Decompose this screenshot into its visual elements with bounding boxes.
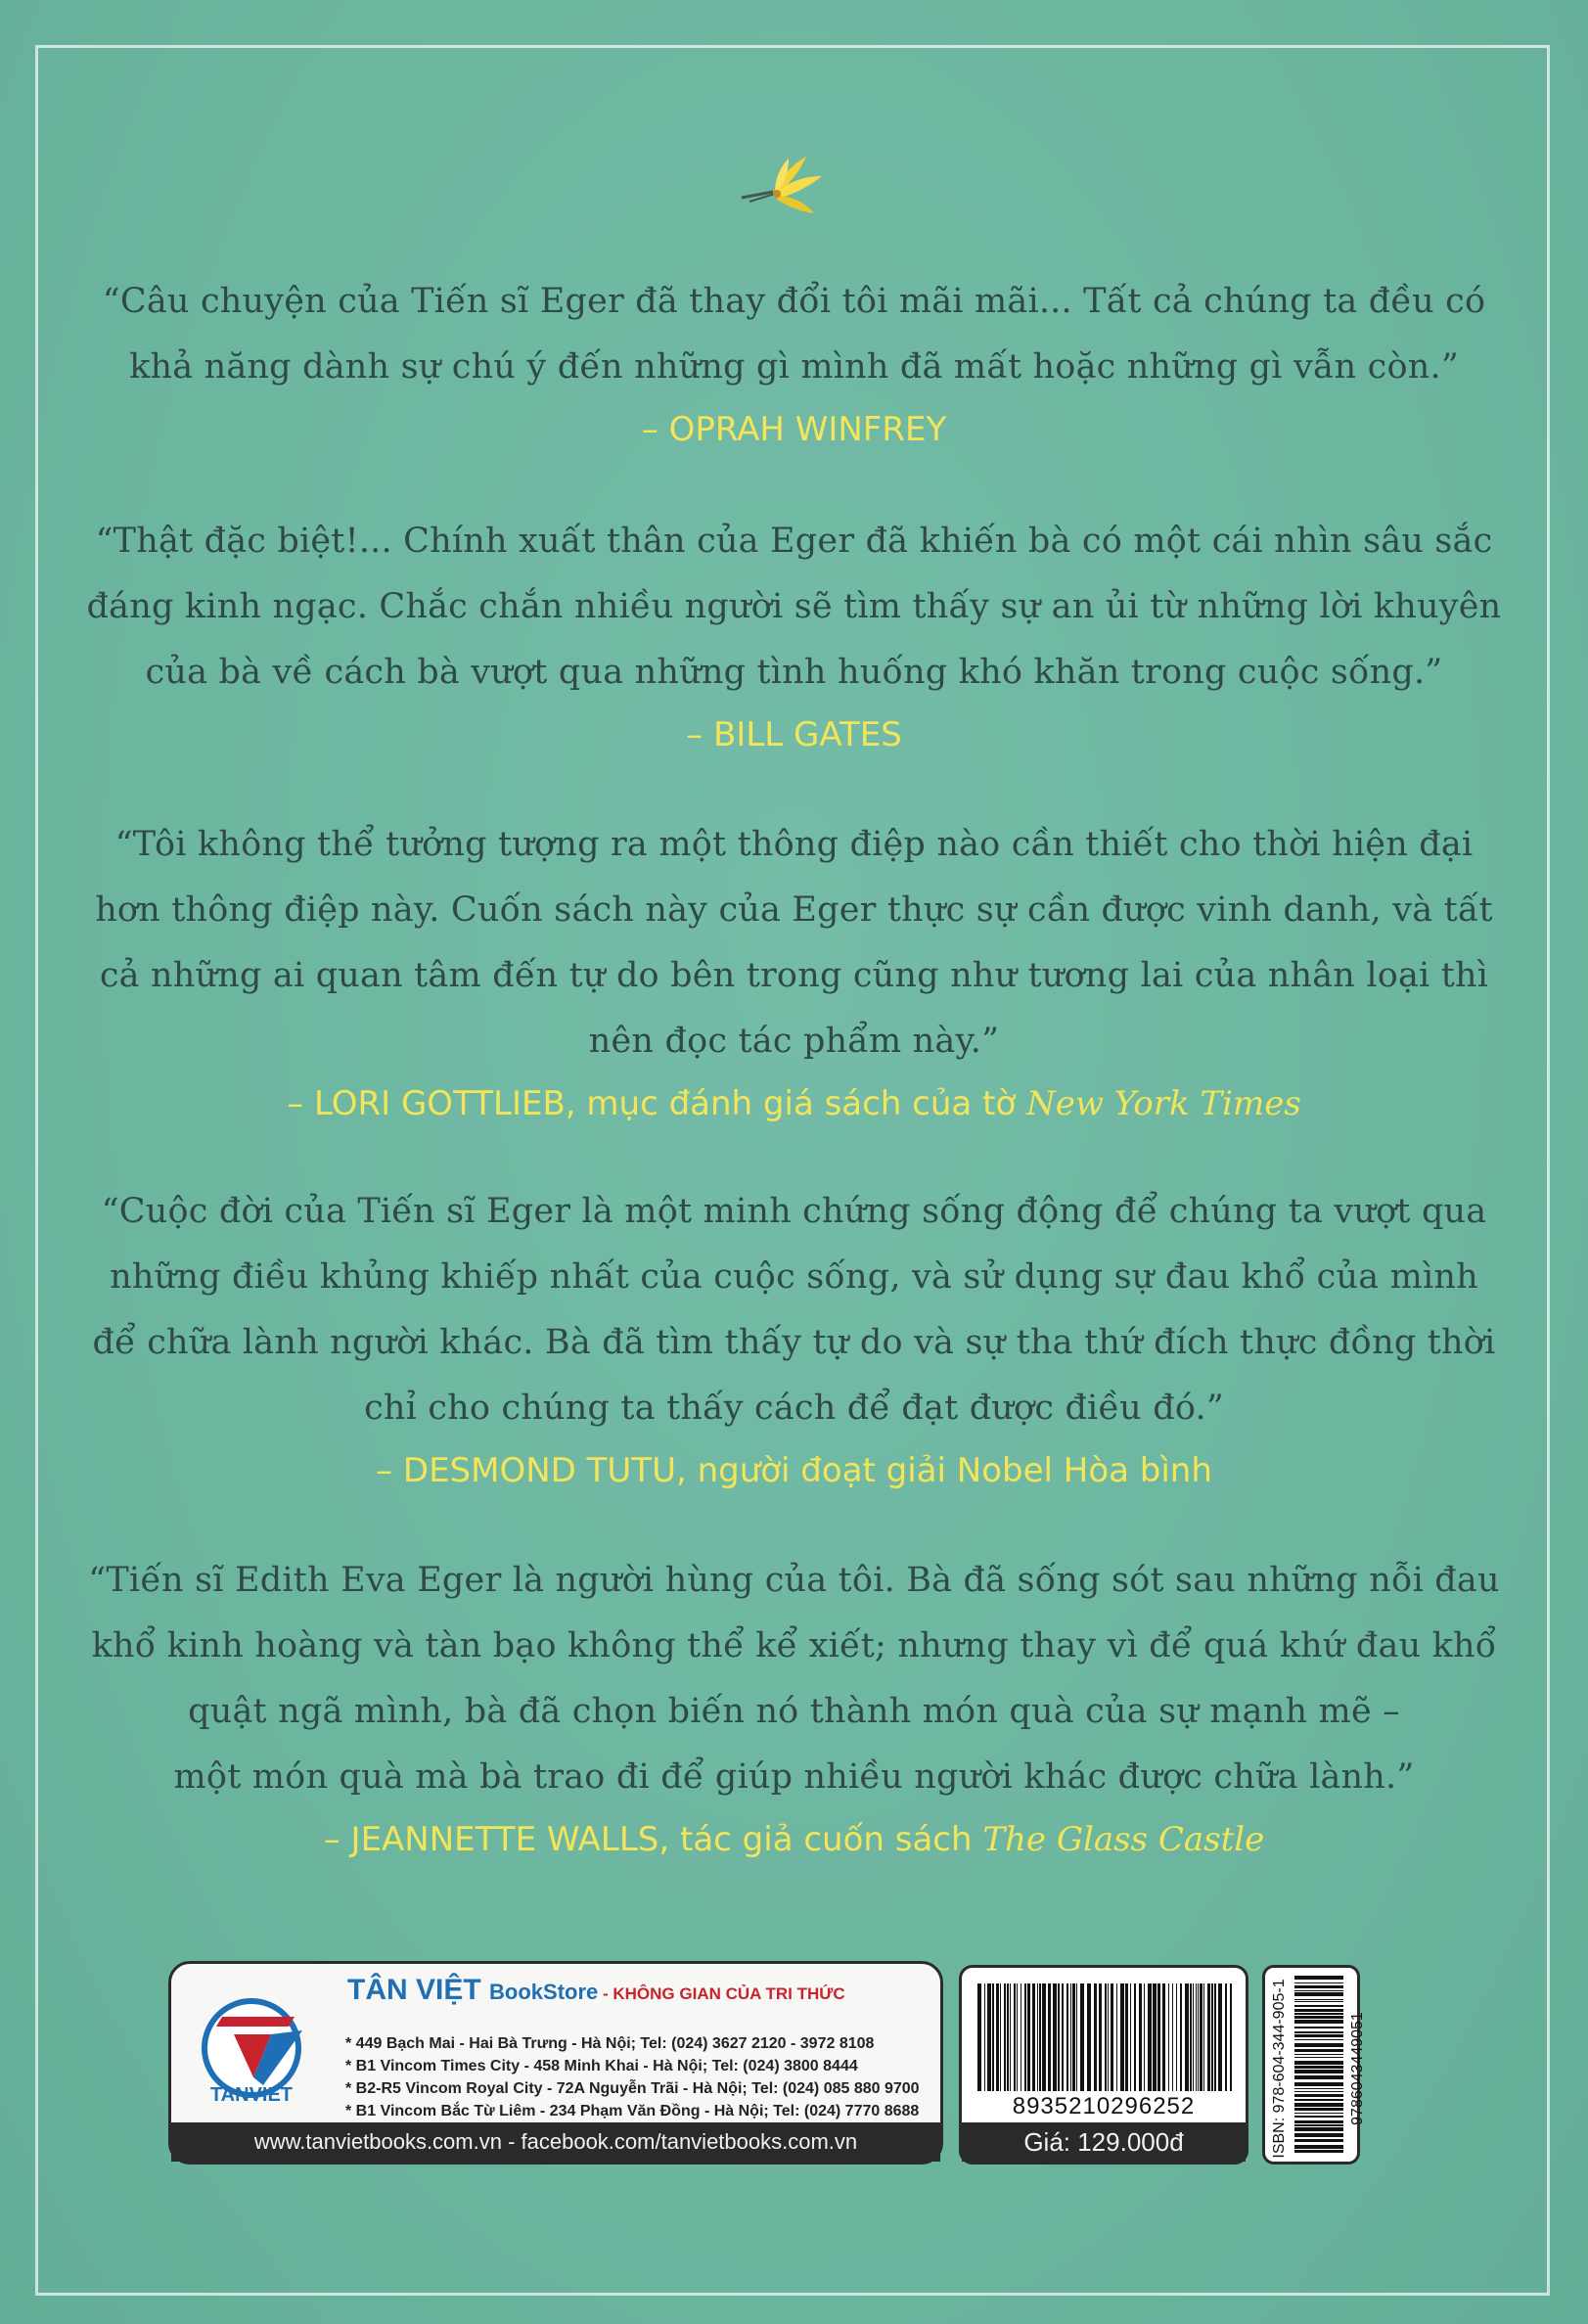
barcode-bar (1153, 1983, 1157, 2091)
barcode-bar (1294, 2043, 1343, 2047)
barcode-bar (1176, 1983, 1177, 2091)
barcode-bar (1125, 1983, 1128, 2091)
quote-line: một món quà mà bà trao đi để giúp nhiều người khác được chữa lành.” (173, 1757, 1415, 1797)
barcode-bar (1162, 1983, 1165, 2091)
barcode-bar (1225, 1983, 1227, 2091)
barcode-bar (1134, 1983, 1136, 2091)
store-address: * 449 Bạch Mai - Hai Bà Trưng - Hà Nội; Tel: (024) 3627 2120 - 3972 8108 (345, 2035, 875, 2052)
quote-text (0, 812, 1588, 1074)
barcode-bar (1099, 1983, 1102, 2091)
barcode-bar (987, 1983, 991, 2091)
store-title (347, 1974, 845, 2007)
barcode-box (959, 1965, 1248, 2165)
barcode-bar (1139, 1983, 1142, 2091)
store-name: TÂN VIỆT (347, 1974, 490, 2006)
barcode-bar (1116, 1983, 1117, 2091)
barcode-bar (1294, 2061, 1343, 2065)
attribution-author: – BILL GATES (686, 715, 902, 754)
publisher-store-box (168, 1961, 943, 2165)
barcode-bar (996, 1983, 999, 2091)
barcode-bar (1294, 1976, 1343, 1980)
barcode-bar (1108, 1983, 1109, 2091)
barcode-bar (1294, 1999, 1343, 2000)
attribution-note: mục đánh giá sách của tờ (575, 1084, 1027, 1123)
store-tagline: - KHÔNG GIAN CỦA TRI THỨC (598, 1984, 845, 2003)
price-label: Giá: 129.000đ (962, 2122, 1246, 2162)
barcode-bar (1190, 1983, 1192, 2091)
quote-line: quật ngã mình, bà đã chọn biến nó thành món quà của sự mạnh mẽ – (188, 1692, 1400, 1731)
barcode-bar (1087, 1983, 1091, 2091)
quote-block-5 (0, 1548, 1588, 1869)
barcode-bar (1294, 1990, 1343, 1991)
barcode-bar (1294, 2088, 1343, 2089)
barcode-bar (1080, 1983, 1084, 2091)
quote-line: của bà về cách bà vượt qua những tình huống khó khăn trong cuộc sống.” (145, 653, 1443, 692)
barcode-bar (1294, 2108, 1343, 2111)
quote-attribution (0, 400, 1588, 459)
isbn-barcode-icon (1294, 1976, 1343, 2158)
barcode-bar (1037, 1983, 1038, 2091)
isbn-number: 9786043449051 (1349, 2012, 1366, 2125)
quote-attribution (0, 1074, 1588, 1133)
barcode-number: 8935210296252 (1012, 2093, 1196, 2119)
barcode-bar (1004, 1983, 1006, 2091)
attribution-author: – JEANNETTE WALLS, (323, 1820, 670, 1859)
barcode-bar (1042, 1983, 1046, 2091)
barcode-bar (1294, 2133, 1343, 2137)
barcode-bar (1294, 2113, 1343, 2114)
barcode-bar (1294, 2075, 1343, 2079)
attribution-publication: New York Times (1026, 1084, 1301, 1123)
barcode-bar (1048, 1983, 1051, 2091)
quote-line: đáng kinh ngạc. Chắc chắn nhiều người sẽ tìm thấy sự an ủi từ những lời khuyên (86, 587, 1502, 626)
isbn-box (1262, 1965, 1366, 2165)
barcode-bar (1294, 2005, 1343, 2007)
barcode-bar (1294, 2127, 1343, 2131)
barcode-bar (984, 1983, 985, 2091)
quote-text (0, 269, 1588, 400)
barcode-bar (1007, 1983, 1009, 2091)
quote-line: khả năng dành sự chú ý đến những gì mình đã mất hoặc những gì vẫn còn.” (129, 347, 1459, 387)
barcode-bar (1200, 1983, 1202, 2091)
barcode-bar (1294, 2070, 1343, 2073)
barcode-bar (1294, 2139, 1343, 2142)
barcode-bar (1070, 1983, 1071, 2091)
barcode-bar (1294, 2082, 1343, 2086)
barcode-icon (977, 1983, 1236, 2091)
barcode-bar (1294, 2034, 1343, 2037)
quote-block-2 (0, 509, 1588, 764)
quote-block-4 (0, 1179, 1588, 1500)
isbn-label: ISBN: 978-604-344-905-1 (1271, 1979, 1288, 2159)
barcode-bar (1196, 1983, 1197, 2091)
barcode-bar (1294, 2039, 1343, 2040)
attribution-publication: The Glass Castle (982, 1820, 1265, 1859)
quote-attribution (0, 1441, 1588, 1500)
barcode-bar (1294, 2120, 1343, 2123)
barcode-bar (1157, 1983, 1160, 2091)
barcode-bar (1294, 2001, 1343, 2002)
barcode-bar (1230, 1983, 1232, 2091)
quote-text (0, 1548, 1588, 1810)
attribution-author: – OPRAH WINFREY (641, 410, 947, 449)
quote-line: “Thật đặc biệt!... Chính xuất thân của Eger đã khiến bà có một cái nhìn sâu sắc (95, 522, 1493, 561)
quote-line: “Tiến sĩ Edith Eva Eger là người hùng của tôi. Bà đã sống sót sau những nỗi đau (88, 1561, 1500, 1600)
barcode-bar (1168, 1983, 1169, 2091)
yellow-flower-icon (732, 137, 849, 225)
barcode-bar (1053, 1983, 1057, 2091)
barcode-bar (1094, 1983, 1097, 2091)
quote-attribution (0, 706, 1588, 764)
store-address: * B2-R5 Vincom Royal City - 72A Nguyễn Trãi - Hà Nội; Tel: (024) 085 880 9700 (345, 2080, 920, 2097)
quote-line: nên đọc tác phẩm này.” (588, 1022, 1000, 1061)
barcode-bar (1294, 1992, 1343, 1996)
barcode-bar (1062, 1983, 1064, 2091)
barcode-bar (1010, 1983, 1011, 2091)
quote-block-1 (0, 269, 1588, 459)
barcode-bar (1294, 2057, 1343, 2058)
quote-line: “Tôi không thể tưởng tượng ra một thông điệp nào cần thiết cho thời hiện đại (114, 825, 1474, 864)
quote-line: những điều khủng khiếp nhất của cuộc sống, và sử dụng sự đau khổ của mình (110, 1257, 1478, 1297)
barcode-bar (1214, 1983, 1216, 2091)
barcode-bar (1148, 1983, 1152, 2091)
store-address: * B1 Vincom Bắc Từ Liêm - 234 Phạm Văn Đồng - Hà Nội; Tel: (024) 7770 8688 (345, 2103, 920, 2119)
store-address-list (345, 2032, 920, 2122)
barcode-bar (1294, 2124, 1343, 2126)
attribution-note: tác giả cuốn sách (669, 1820, 983, 1859)
barcode-bar (1017, 1983, 1018, 2091)
quote-block-3 (0, 812, 1588, 1133)
barcode-bar (1294, 2031, 1343, 2033)
barcode-bar (1120, 1983, 1124, 2091)
barcode-bar (1294, 2016, 1343, 2019)
quote-attribution (0, 1810, 1588, 1869)
barcode-bar (1032, 1983, 1035, 2091)
barcode-bar (1039, 1983, 1041, 2091)
barcode-bar (1144, 1983, 1145, 2091)
barcode-bar (1066, 1983, 1068, 2091)
barcode-bar (1294, 2145, 1343, 2149)
barcode-bar (1180, 1983, 1182, 2091)
barcode-bar (1294, 2091, 1343, 2092)
barcode-bar (1105, 1983, 1107, 2091)
barcode-bar (1027, 1983, 1030, 2091)
barcode-bar (1294, 2049, 1343, 2052)
attribution-author: – LORI GOTTLIEB, (287, 1084, 576, 1123)
barcode-bar (1058, 1983, 1060, 2091)
quote-line: “Câu chuyện của Tiến sĩ Eger đã thay đổi tôi mãi mãi... Tất cả chúng ta đều có (102, 282, 1486, 321)
barcode-bar (1076, 1983, 1077, 2091)
quote-text (0, 509, 1588, 706)
barcode-bar (1111, 1983, 1113, 2091)
barcode-bar (1294, 1982, 1343, 1983)
barcode-bar (1294, 2027, 1343, 2028)
store-address: * B1 Vincom Times City - 458 Minh Khai - Hà Nội; Tel: (024) 3800 8444 (345, 2058, 858, 2074)
barcode-bar (1294, 2020, 1343, 2024)
barcode-bar (1294, 2013, 1343, 2015)
barcode-bar (1024, 1983, 1026, 2091)
quote-text (0, 1179, 1588, 1441)
quote-line: khổ kinh hoàng và tàn bạo không thể kể xiết; nhưng thay vì để quá khứ đau khổ (91, 1626, 1497, 1665)
barcode-bar (1172, 1983, 1173, 2091)
tanviet-logo-icon (195, 1987, 322, 2105)
attribution-author: – DESMOND TUTU, (376, 1451, 687, 1490)
barcode-bar (1294, 2150, 1343, 2153)
logo-text: TANVIET (209, 2084, 294, 2106)
barcode-bar (1294, 2054, 1343, 2055)
store-website-footer: www.tanvietbooks.com.vn - facebook.com/tanvietbooks.com.vn (171, 2122, 940, 2162)
attribution-note: người đoạt giải Nobel Hòa bình (686, 1451, 1212, 1490)
quote-line: chỉ cho chúng ta thấy cách để đạt được điều đó.” (364, 1389, 1224, 1428)
quote-line: để chữa lành người khác. Bà đã tìm thấy tự do và sự tha thứ đích thực đồng thời (92, 1323, 1496, 1362)
barcode-bar (1294, 2099, 1343, 2101)
barcode-bar (1185, 1983, 1189, 2091)
barcode-bar (1294, 1985, 1343, 1988)
store-name-suffix: BookStore (489, 1980, 599, 2004)
barcode-bar (1207, 1983, 1210, 2091)
barcode-bar (1218, 1983, 1222, 2091)
barcode-bar (1198, 1983, 1199, 2091)
barcode-bar (1072, 1983, 1075, 2091)
quote-line: hơn thông điệp này. Cuốn sách này của Eger thực sự cần được vinh danh, và tất (95, 890, 1493, 930)
barcode-bar (1193, 1983, 1194, 2091)
barcode-bar (1014, 1983, 1016, 2091)
barcode-bar (1211, 1983, 1213, 2091)
barcode-bar (1294, 2009, 1343, 2012)
barcode-bar (1294, 2103, 1343, 2107)
barcode-bar (1294, 2094, 1343, 2097)
barcode-bar (977, 1983, 981, 2091)
barcode-bar (1294, 2066, 1343, 2069)
quote-line: cả những ai quan tâm đến tự do bên trong cũng như tương lai của nhân loại thì (99, 956, 1489, 995)
barcode-bar (1203, 1983, 1204, 2091)
barcode-bar (1130, 1983, 1131, 2091)
barcode-bar (1294, 2116, 1343, 2118)
quote-line: “Cuộc đời của Tiến sĩ Eger là một minh chứng sống động để chúng ta vượt qua (101, 1192, 1487, 1231)
barcode-bar (992, 1983, 994, 2091)
barcode-bar (1000, 1983, 1001, 2091)
